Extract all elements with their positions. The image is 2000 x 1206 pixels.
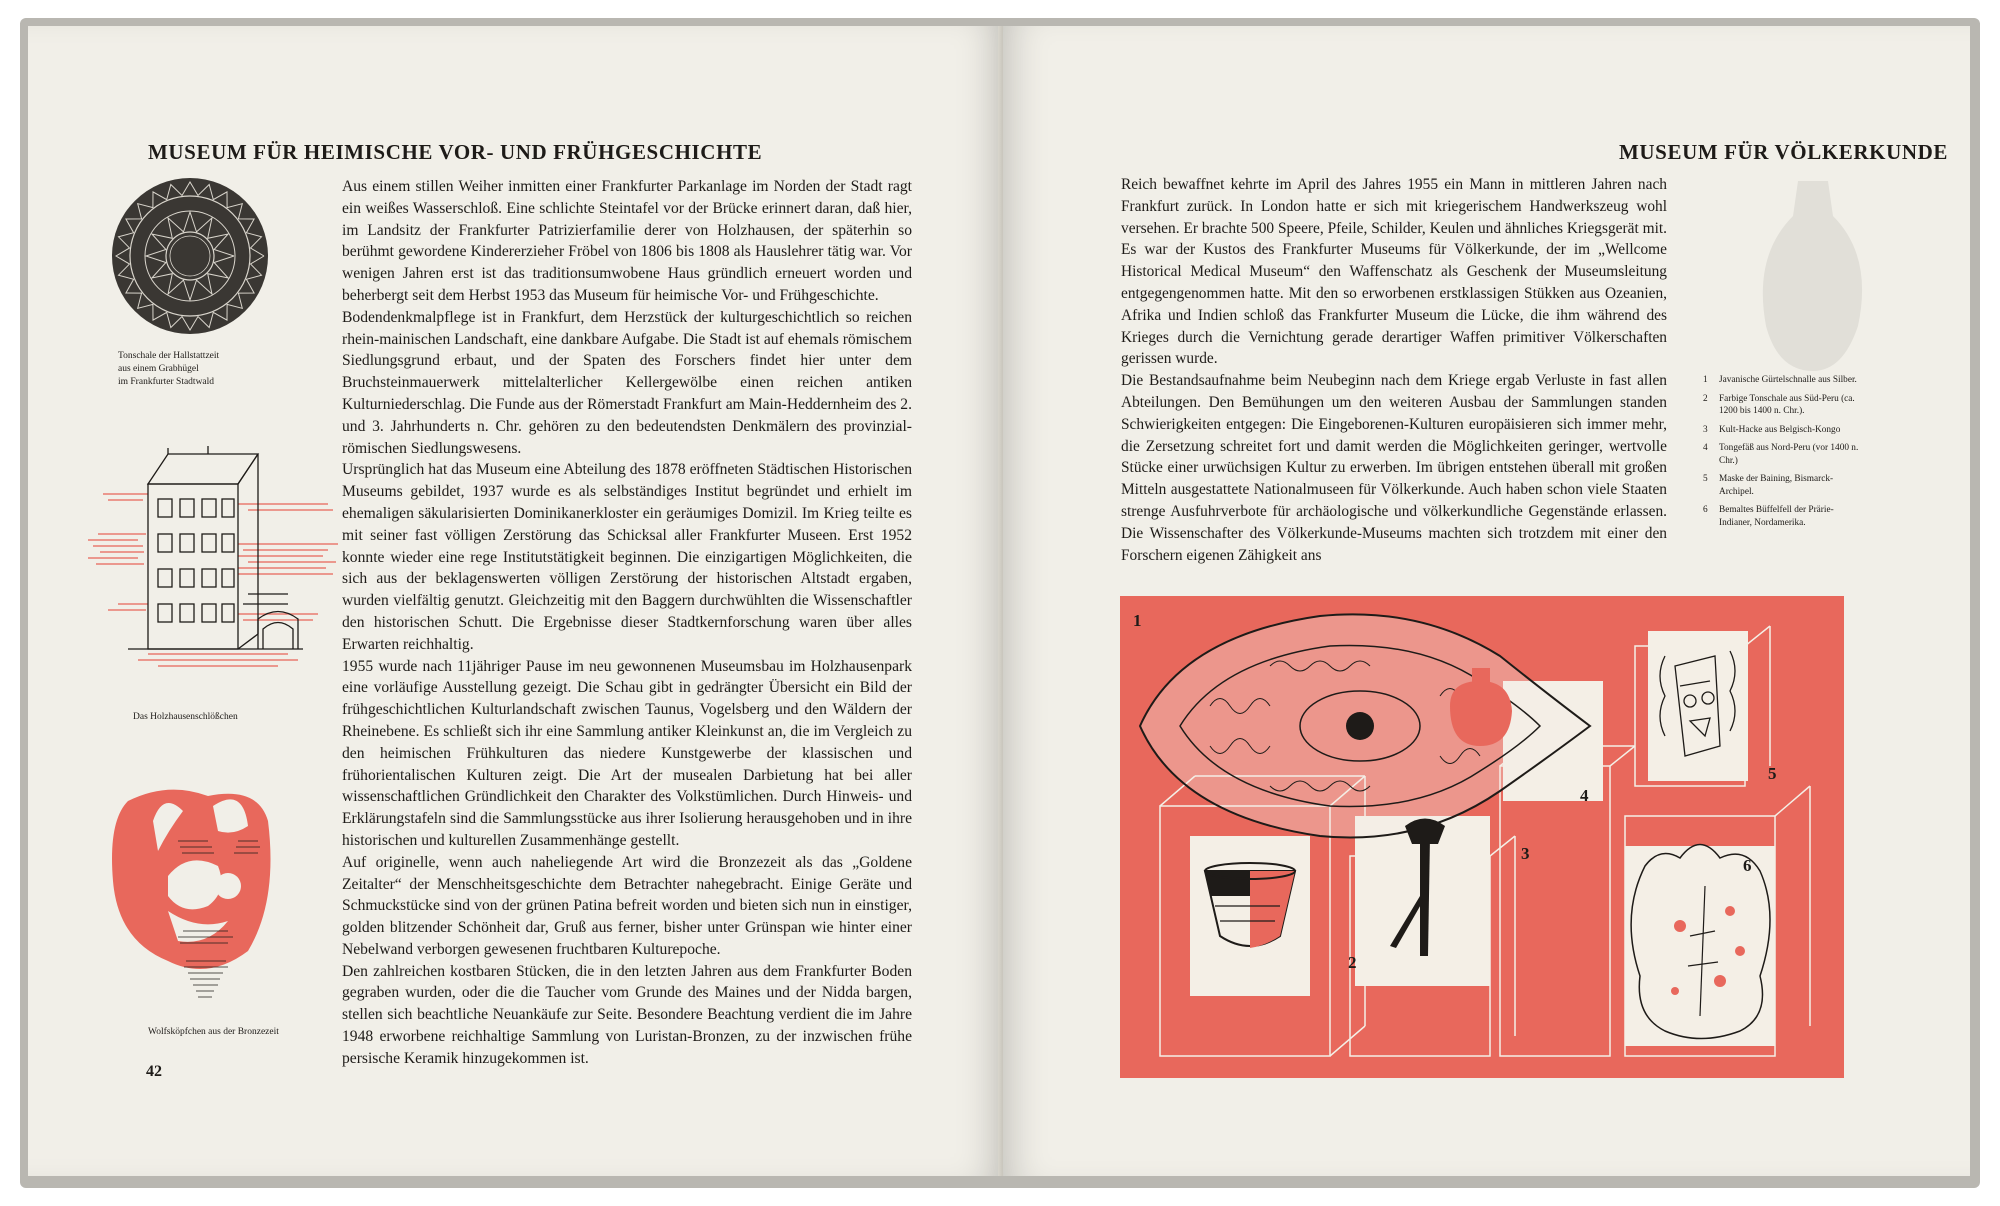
left-paragraph-5: Auf originelle, wenn auch naheliegende Art wird die Bronzezeit als das „Goldene Zeitalter“ der Menschheitsgeschichte dem Betrachter nahegebracht. Einige Geräte und Schmuckstücke sind von der grünen Patina befreit worden und bieten sich nun in einstiger, golden blitzender Schönheit dar, Gruß aus ferner, bisher unter Grünspan wie hinter einer Nebelwand verborgen gewesenen fruchtbaren Kulturepoche. — [342, 853, 912, 958]
legend-item: 1 Javanische Gürtelschnalle aus Silber. — [1703, 375, 1857, 385]
right-page-heading: MUSEUM FÜR VÖLKERKUNDE — [1619, 140, 1948, 164]
legend-item: 4 Tongefäß aus Nord-Peru (vor 1400 n. Chr.) — [1703, 443, 1859, 466]
plate-legend — [1703, 374, 1863, 535]
legend-item: 6 Bemaltes Büffelfell der Prärie-Indianer, Nordamerika. — [1703, 505, 1834, 528]
holzhausenschloesschen-illustration — [88, 444, 338, 674]
bowl-caption: Tonschale der Hallstattzeit aus einem Grabhügel im Frankfurter Stadtwald — [118, 351, 220, 387]
legend-item: 3 Kult-Hacke aus Belgisch-Kongo — [1703, 424, 1841, 435]
right-page — [1003, 26, 1970, 1176]
left-paragraph-4: 1955 wurde nach 11jähriger Pause im neu gewonnenen Museumsbau im Holzhausenpark eine vorläufige Ausstellung gezeigt. Die Schau gibt in gedrängter Übersicht ein Bild der frühgeschichtlichen Kulturlandschaft zwischen Taunus, Vogelsberg und den Wäldern der Rheinebene. Es schließt sich ihr eine Sammlung antiker Kleinkunst an, die im Vergleich zu den heimischen Frühkulturen das niedere Kunstgewerbe der klassischen und frühorientalischen Kulturen zeigt. Die Art der musealen Darbietung hat bei aller wissenschaftlichen Gründlichkeit den Charakter des Volkstümlichen. Durch Hinweis- und Erklärungstafeln sind die Sammlungsstücke aus ihrer Isolierung herausgehoben und in ihre historischen und kulturellen Zusammenhänge gestellt. — [342, 657, 912, 849]
right-body-text — [1121, 174, 1667, 566]
left-page-heading: MUSEUM FÜR HEIMISCHE VOR- UND FRÜHGESCHICHTE — [148, 140, 763, 164]
right-paragraph-2: Die Bestandsaufnahme beim Neubeginn nach dem Kriege ergab Verluste in fast allen Abteilungen. Den Bemühungen um den weiteren Ausbau der Sammlungen standen Schwierigkeiten entgegen: Die Eingeborenen-Kulturen europäisieren sich immer mehr, die Zersetzung schreitet fort und damit werden die Möglichkeiten geringer, wertvolle Stücke einer urwüchsigen Kultur zu erwerben. Im übrigen entstehen überall mit großen Mitteln ausgestattete Nationalmuseen für Völkerkunde. Auch haben schon viele Staaten strenge Ausfuhrverbote für archäologische und völkerkundliche Gegenstände erlassen. Die Wissenschafter des Völkerkunde-Museums machten sich trotzdem mit einer den Forschern eigenen Zähigkeit ans — [1121, 372, 1667, 564]
left-page — [28, 26, 1003, 1176]
hallstatt-bowl-illustration — [110, 176, 270, 336]
left-paragraph-2: Bodendenkmalpflege ist in Frankfurt, dem Herzstück der kulturgeschichtlich so reichen rhein-mainischen Landschaft, eine dankbare Aufgabe. Die Stadt ist auf ehemals römischem Siedlungsgrund erbaut, und der Spaten des Forschers findet hier unter dem Bruchsteinmauerwerk mittelalterlicher Kellergewölbe einen reichen antiken Kulturniederschlag. Die Funde aus der Römerstadt Frankfurt am Main-Heddernheim des 2. und 3. Jahrhunderts n. Chr. gehören zu den bedeutendsten Denkmälern des provinzial-römischen Siedlungswesens. — [342, 308, 912, 457]
wolf-caption: Wolfsköpfchen aus der Bronzezeit — [148, 1027, 279, 1037]
left-paragraph-1: Aus einem stillen Weiher inmitten einer Frankfurter Parkanlage im Norden der Stadt ragt ein weißes Wasserschloß. Eine schlichte Steintafel vor der Brücke erinnert daran, daß hier, im Landsitz der Frankfurter Patrizierfamilie derer von Holzhausen, der späterhin so berühmt gewordene Kindererzieher Fröbel von 1806 bis 1808 als Hauslehrer tätig war. Vor wenigen Jahren erst ist das traditionsumwobene Haus gründlich erneuert worden und beherbergt seit dem Herbst 1953 das Museum für heimische Vor- und Frühgeschichte. — [342, 178, 912, 304]
legend-item: 5 Maske der Baining, Bismarck-Archipel. — [1703, 474, 1834, 497]
left-body-text — [342, 176, 912, 1070]
left-paragraph-6: Den zahlreichen kostbaren Stücken, die in den letzten Jahren aus dem Frankfurter Boden gegraben wurden, oder die die Taucher vom Grunde des Maines und der Nidda bargen, stellen sich beachtliche Neuankäufe zur Seite. Besondere Beachtung verdient die im Jahre 1948 erworbene reichhaltige Sammlung von Luristan-Bronzen, zu der inzwischen frühe persische Keramik hinzugekommen ist. — [342, 962, 912, 1067]
legend-item: 2 Farbige Tonschale aus Süd-Peru (ca. 1200 bis 1400 n. Chr.). — [1703, 393, 1855, 416]
plate-number-1: 1 — [1133, 611, 1142, 630]
left-paragraph-3: Ursprünglich hat das Museum eine Abteilung des 1878 eröffneten Städtischen Historischen Museums gebildet, 1937 wurde es als selbständiges Institut begründet und erhielt im ehemaligen säkularisierten Dominikanerkloster ein geräumiges Domizil. Im Krieg teilte es mit seiner fast völligen Zerstörung das Schicksal aller Frankfurter Museen. Erst 1952 konnte wieder eine rege Institutstätigkeit beginnen. Die einzigartigen Möglichkeiten, die sich aus der beklagenswerten völligen Zerstörung der historischen Altstadt ergaben, wurden vielfältig genutzt. Gleichzeitig mit den Baggern durchwühlten die Wissenschaftler den historischen Schutt. Die Ergebnisse dieser Stadtkernforschung waren über alles Erwarten reichhaltig. — [342, 461, 912, 653]
bronze-wolf-head-illustration — [108, 781, 278, 1011]
plate-number-3: 3 — [1521, 844, 1530, 863]
page-number: 42 — [146, 1063, 162, 1080]
right-paragraph-1: Reich bewaffnet kehrte im April des Jahres 1955 ein Mann in mittleren Jahren nach Frankfurt zurück. In London hatte er sich mit kriegerischem Handwerkszeug wohl versehen. Er brachte 500 Speere, Pfeile, Schilder, Keulen und ähnliches Kriegsgerät mit. Es war der Kustos des Frankfurter Museums für Völkerkunde, der im „Wellcome Historical Medical Museum“ den Waffenschatz als Geschenk der Museumsleitung entgegengenommen hatte. Mit den so erworbenen erstklassigen Stükken aus Ozeanien, Afrika und Indien schloß das Frankfurter Museum die Lücke, die ihm während des Krieges durch die Vernichtung gerade derartiger Waffen primitiver Völkerschaften gerissen wurde. — [1121, 176, 1667, 368]
house-caption: Das Holzhausenschlößchen — [133, 712, 238, 722]
plate-number-6: 6 — [1743, 856, 1752, 875]
show-through-vessel — [1748, 176, 1878, 376]
ethnology-color-plate — [1120, 596, 1844, 1078]
plate-number-5: 5 — [1768, 764, 1777, 783]
plate-number-4: 4 — [1580, 786, 1589, 805]
plate-number-2: 2 — [1348, 953, 1357, 972]
